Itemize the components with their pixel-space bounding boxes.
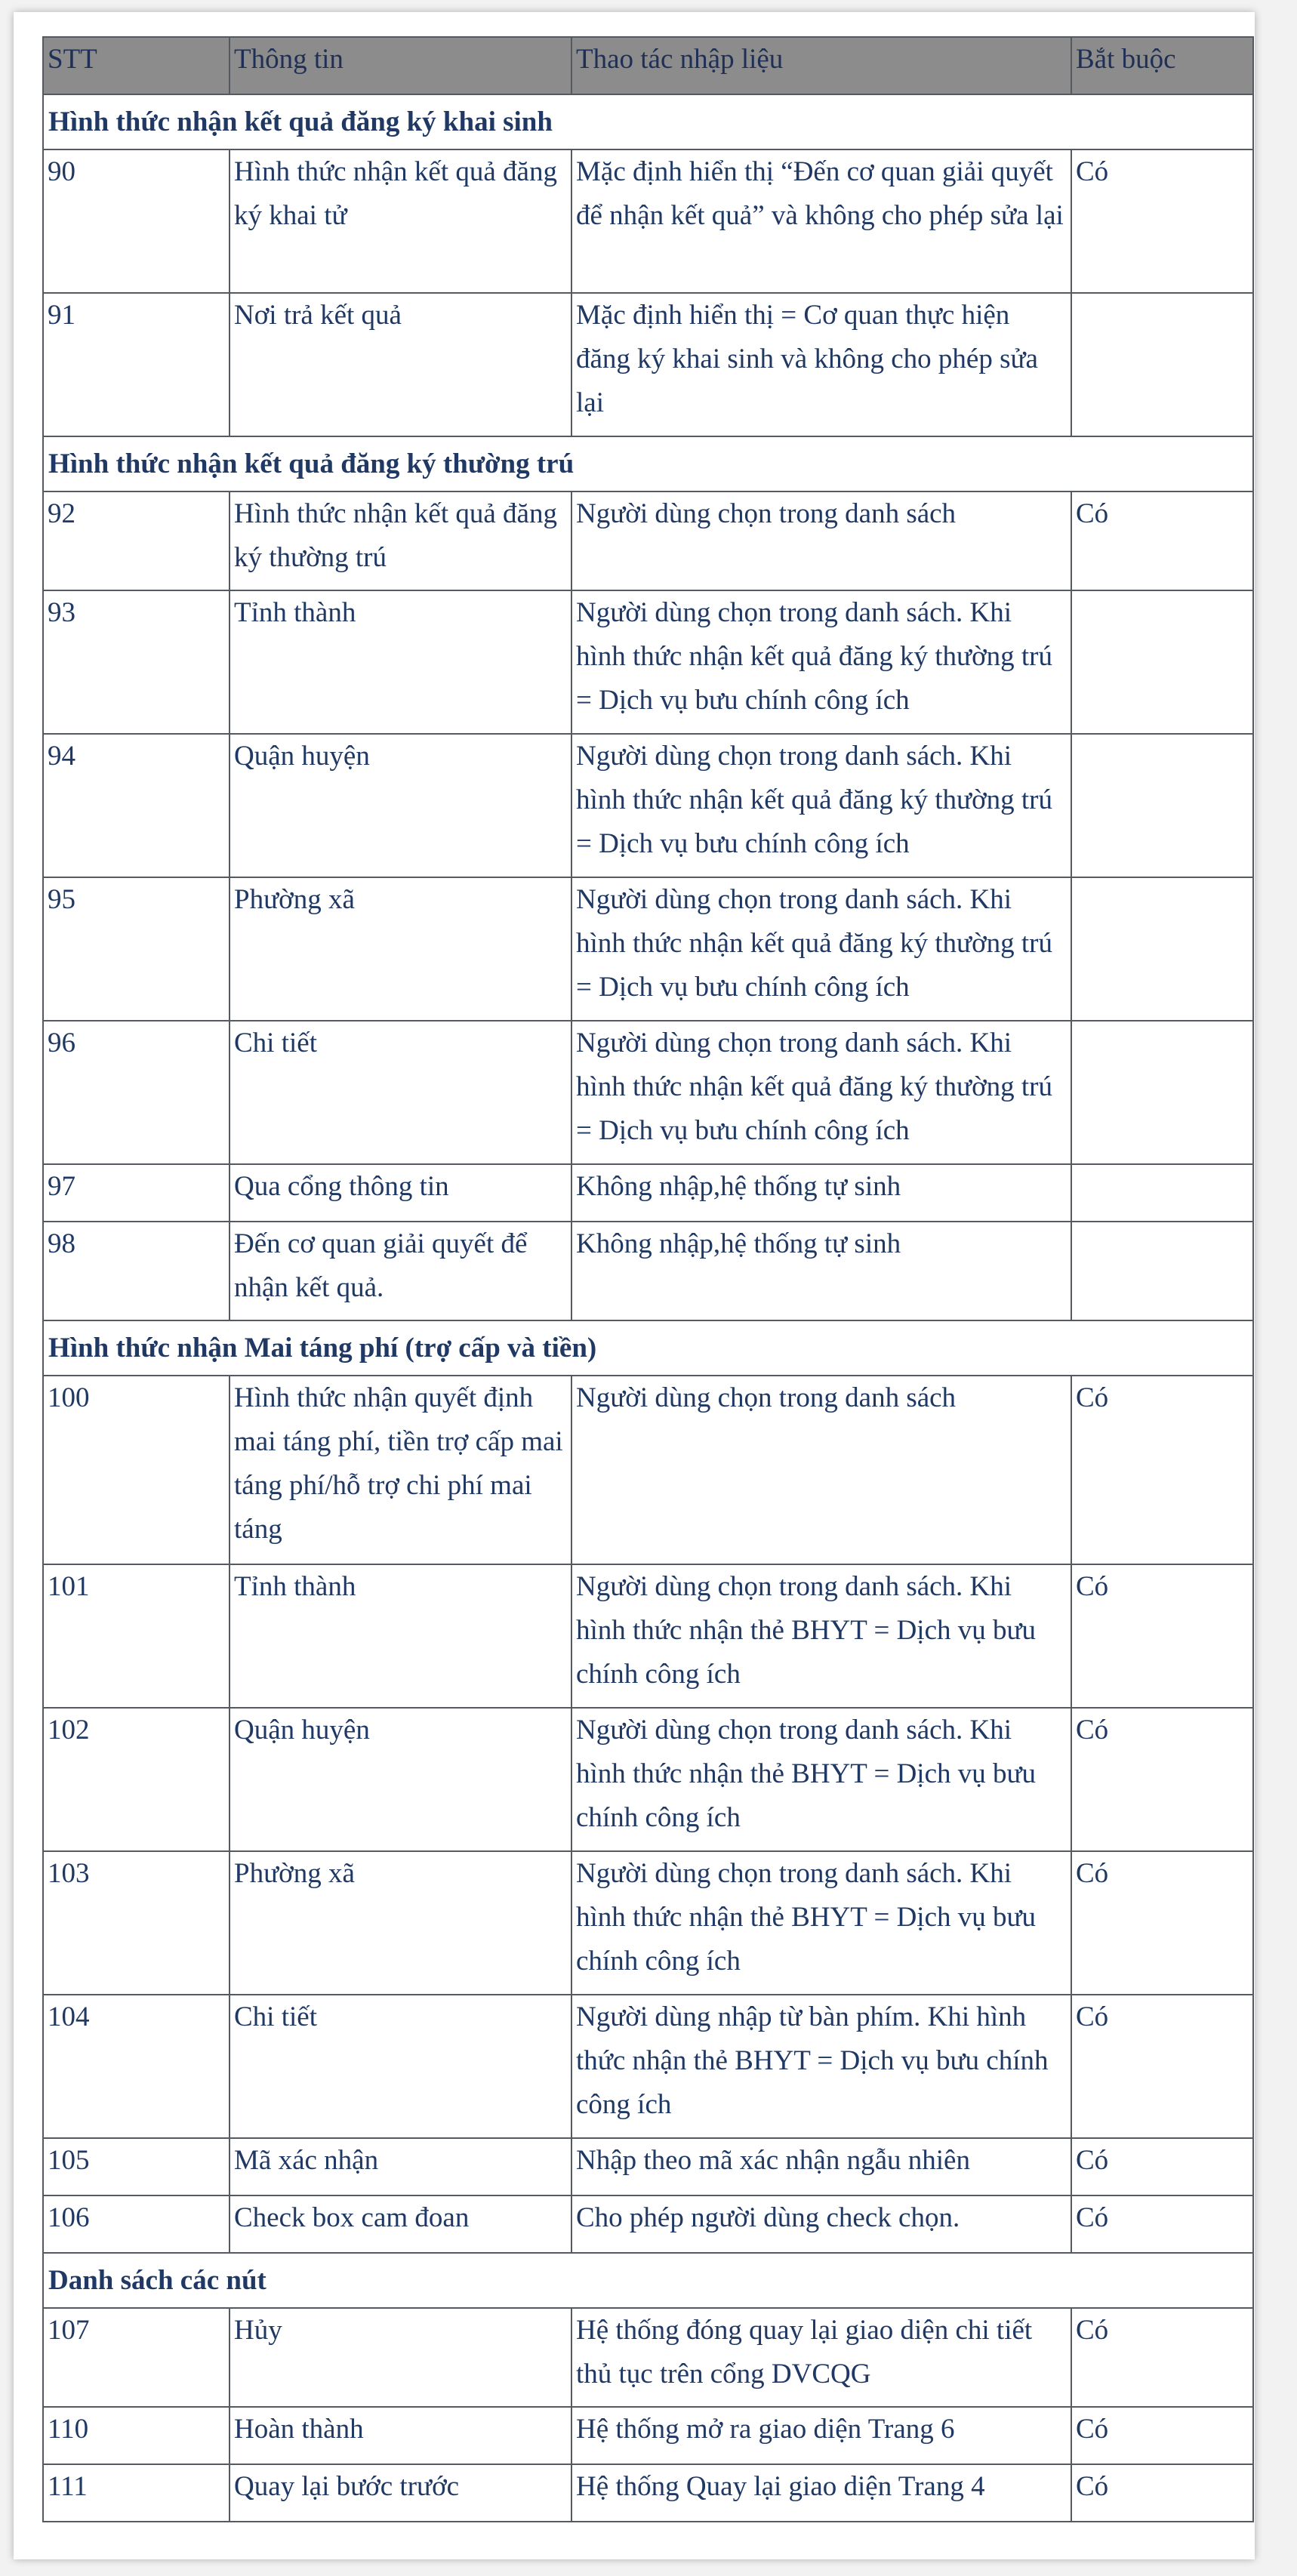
row-stt: 111 bbox=[43, 2464, 230, 2522]
table-row bbox=[43, 1708, 1253, 1851]
row-required bbox=[1071, 590, 1253, 734]
row-action: Người dùng chọn trong danh sách bbox=[571, 1376, 1071, 1564]
row-info: Chi tiết bbox=[230, 1021, 571, 1164]
table-row bbox=[43, 1376, 1253, 1564]
row-stt: 94 bbox=[43, 734, 230, 877]
row-action: Cho phép người dùng check chọn. bbox=[571, 2195, 1071, 2253]
row-info: Quay lại bước trước bbox=[230, 2464, 571, 2522]
row-info: Hình thức nhận kết quả đăng ký thường trú bbox=[230, 491, 571, 590]
row-required: Có bbox=[1071, 2195, 1253, 2253]
row-stt: 100 bbox=[43, 1376, 230, 1564]
row-required bbox=[1071, 877, 1253, 1021]
table-header-row bbox=[43, 37, 1253, 94]
table-row bbox=[43, 2195, 1253, 2253]
row-action: Không nhập,hệ thống tự sinh bbox=[571, 1222, 1071, 1320]
row-stt: 103 bbox=[43, 1851, 230, 1995]
table-row bbox=[43, 1222, 1253, 1320]
row-action: Người dùng nhập từ bàn phím. Khi hình thức nhận thẻ BHYT = Dịch vụ bưu chính công ích bbox=[571, 1995, 1071, 2138]
table-row bbox=[43, 2407, 1253, 2464]
row-info: Mã xác nhận bbox=[230, 2138, 571, 2195]
row-stt: 92 bbox=[43, 491, 230, 590]
row-action: Mặc định hiển thị = Cơ quan thực hiện đăng ký khai sinh và không cho phép sửa lại bbox=[571, 293, 1071, 436]
row-stt: 101 bbox=[43, 1564, 230, 1708]
table-row bbox=[43, 2138, 1253, 2195]
row-info: Hình thức nhận kết quả đăng ký khai tử bbox=[230, 149, 571, 293]
section-title: Hình thức nhận kết quả đăng ký khai sinh bbox=[43, 94, 1253, 149]
row-action: Người dùng chọn trong danh sách. Khi hình thức nhận thẻ BHYT = Dịch vụ bưu chính công ích bbox=[571, 1708, 1071, 1851]
section-row bbox=[43, 436, 1253, 491]
row-required: Có bbox=[1071, 491, 1253, 590]
row-action: Người dùng chọn trong danh sách. Khi hình thức nhận thẻ BHYT = Dịch vụ bưu chính công ích bbox=[571, 1564, 1071, 1708]
row-required bbox=[1071, 734, 1253, 877]
row-stt: 97 bbox=[43, 1164, 230, 1222]
row-info: Tỉnh thành bbox=[230, 590, 571, 734]
row-stt: 104 bbox=[43, 1995, 230, 2138]
header-action: Thao tác nhập liệu bbox=[571, 37, 1071, 94]
field-spec-table bbox=[42, 36, 1254, 2522]
row-info: Hủy bbox=[230, 2308, 571, 2407]
row-action: Không nhập,hệ thống tự sinh bbox=[571, 1164, 1071, 1222]
row-required: Có bbox=[1071, 1564, 1253, 1708]
row-info: Chi tiết bbox=[230, 1995, 571, 2138]
row-required: Có bbox=[1071, 149, 1253, 293]
table-row bbox=[43, 877, 1253, 1021]
row-info: Check box cam đoan bbox=[230, 2195, 571, 2253]
table-row bbox=[43, 1995, 1253, 2138]
table-row bbox=[43, 149, 1253, 293]
row-stt: 98 bbox=[43, 1222, 230, 1320]
row-stt: 102 bbox=[43, 1708, 230, 1851]
row-stt: 95 bbox=[43, 877, 230, 1021]
row-action: Người dùng chọn trong danh sách. Khi hình thức nhận kết quả đăng ký thường trú = Dịch vụ bưu chính công ích bbox=[571, 877, 1071, 1021]
row-stt: 96 bbox=[43, 1021, 230, 1164]
header-required: Bắt buộc bbox=[1071, 37, 1253, 94]
row-action: Hệ thống Quay lại giao diện Trang 4 bbox=[571, 2464, 1071, 2522]
row-required bbox=[1071, 1021, 1253, 1164]
row-required: Có bbox=[1071, 2407, 1253, 2464]
row-action: Hệ thống đóng quay lại giao diện chi tiết thủ tục trên cổng DVCQG bbox=[571, 2308, 1071, 2407]
table-row bbox=[43, 2308, 1253, 2407]
row-required: Có bbox=[1071, 1708, 1253, 1851]
row-info: Nơi trả kết quả bbox=[230, 293, 571, 436]
header-info: Thông tin bbox=[230, 37, 571, 94]
row-required: Có bbox=[1071, 2308, 1253, 2407]
row-action: Mặc định hiển thị “Đến cơ quan giải quyết để nhận kết quả” và không cho phép sửa lại bbox=[571, 149, 1071, 293]
section-title: Hình thức nhận Mai táng phí (trợ cấp và tiền) bbox=[43, 1320, 1253, 1376]
row-action: Người dùng chọn trong danh sách. Khi hình thức nhận thẻ BHYT = Dịch vụ bưu chính công ích bbox=[571, 1851, 1071, 1995]
row-info: Phường xã bbox=[230, 877, 571, 1021]
section-row bbox=[43, 94, 1253, 149]
row-info: Quận huyện bbox=[230, 1708, 571, 1851]
section-title: Hình thức nhận kết quả đăng ký thường trú bbox=[43, 436, 1253, 491]
table-row bbox=[43, 293, 1253, 436]
table-row bbox=[43, 1021, 1253, 1164]
header-stt: STT bbox=[43, 37, 230, 94]
row-action: Hệ thống mở ra giao diện Trang 6 bbox=[571, 2407, 1071, 2464]
row-required: Có bbox=[1071, 2138, 1253, 2195]
row-action: Người dùng chọn trong danh sách. Khi hình thức nhận kết quả đăng ký thường trú = Dịch vụ bưu chính công ích bbox=[571, 590, 1071, 734]
row-required bbox=[1071, 1222, 1253, 1320]
row-required: Có bbox=[1071, 1995, 1253, 2138]
document-page bbox=[14, 12, 1255, 2559]
row-info: Đến cơ quan giải quyết để nhận kết quả. bbox=[230, 1222, 571, 1320]
table-row bbox=[43, 2464, 1253, 2522]
section-title: Danh sách các nút bbox=[43, 2253, 1253, 2308]
row-info: Hình thức nhận quyết định mai táng phí, tiền trợ cấp mai táng phí/hỗ trợ chi phí mai táng bbox=[230, 1376, 571, 1564]
row-info: Tỉnh thành bbox=[230, 1564, 571, 1708]
table-row bbox=[43, 1564, 1253, 1708]
row-action: Người dùng chọn trong danh sách. Khi hình thức nhận kết quả đăng ký thường trú = Dịch vụ bưu chính công ích bbox=[571, 734, 1071, 877]
table-row bbox=[43, 1164, 1253, 1222]
row-info: Quận huyện bbox=[230, 734, 571, 877]
row-stt: 110 bbox=[43, 2407, 230, 2464]
table-row bbox=[43, 491, 1253, 590]
row-action: Người dùng chọn trong danh sách. Khi hình thức nhận kết quả đăng ký thường trú = Dịch vụ bưu chính công ích bbox=[571, 1021, 1071, 1164]
row-required: Có bbox=[1071, 1851, 1253, 1995]
table-row bbox=[43, 1851, 1253, 1995]
row-stt: 91 bbox=[43, 293, 230, 436]
row-action: Nhập theo mã xác nhận ngẫu nhiên bbox=[571, 2138, 1071, 2195]
row-info: Qua cổng thông tin bbox=[230, 1164, 571, 1222]
section-row bbox=[43, 1320, 1253, 1376]
row-required bbox=[1071, 1164, 1253, 1222]
row-action: Người dùng chọn trong danh sách bbox=[571, 491, 1071, 590]
row-stt: 107 bbox=[43, 2308, 230, 2407]
row-required: Có bbox=[1071, 1376, 1253, 1564]
row-info: Hoàn thành bbox=[230, 2407, 571, 2464]
row-stt: 105 bbox=[43, 2138, 230, 2195]
row-required: Có bbox=[1071, 2464, 1253, 2522]
row-stt: 90 bbox=[43, 149, 230, 293]
row-stt: 93 bbox=[43, 590, 230, 734]
row-stt: 106 bbox=[43, 2195, 230, 2253]
row-info: Phường xã bbox=[230, 1851, 571, 1995]
table-row bbox=[43, 734, 1253, 877]
section-row bbox=[43, 2253, 1253, 2308]
row-required bbox=[1071, 293, 1253, 436]
table-row bbox=[43, 590, 1253, 734]
